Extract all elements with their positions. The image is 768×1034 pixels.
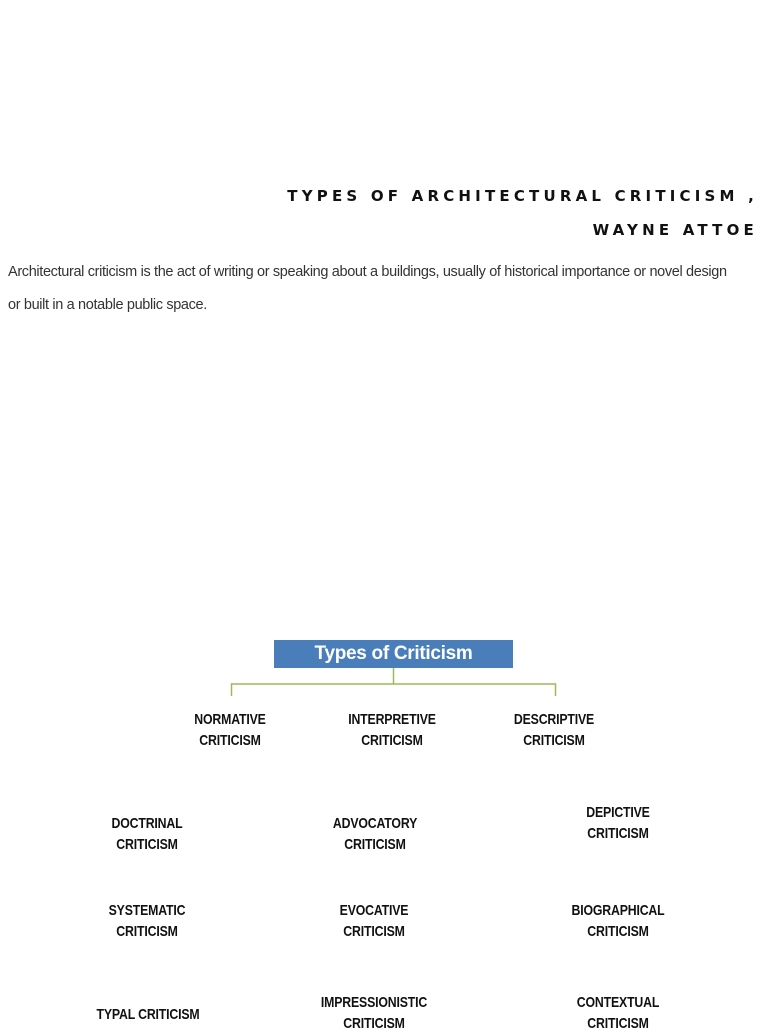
node-line-2: CRITICISM [523, 732, 585, 749]
subtype-biographical-criticism [571, 900, 664, 942]
node-line-1: DOCTRINAL [111, 815, 183, 832]
subtype-impressionistic-criticism [321, 992, 427, 1034]
node-line-1: ADVOCATORY [332, 815, 418, 832]
node-line-1: IMPRESSIONISTIC [320, 994, 428, 1011]
node-line-2: CRITICISM [344, 836, 406, 853]
subtype-systematic-criticism [109, 900, 186, 942]
diagram-header-types-of-criticism: Types of Criticism [274, 640, 513, 668]
intro-paragraph-line-1: Architectural criticism is the act of writing or speaking about a buildings, usually of historical importance or novel design [8, 264, 727, 280]
node-line-1: INTERPRETIVE [348, 711, 436, 728]
subtype-typal-criticism [96, 1004, 199, 1025]
node-line-1: EVOCATIVE [339, 902, 409, 919]
node-line-1: DESCRIPTIVE [513, 711, 595, 728]
document-title-line-1: TYPES OF ARCHITECTURAL CRITICISM , [287, 187, 758, 205]
node-line-2: CRITICISM [587, 825, 649, 842]
subtype-contextual-criticism [577, 992, 659, 1034]
node-line-1: CONTEXTUAL [576, 994, 660, 1011]
node-line-1: DEPICTIVE [586, 804, 650, 821]
document-title-line-2: WAYNE ATTOE [592, 221, 758, 239]
node-line-2: CRITICISM [587, 923, 649, 940]
node-line-2: CRITICISM [361, 732, 423, 749]
intro-paragraph-line-2: or built in a notable public space. [8, 297, 207, 313]
node-line-2: CRITICISM [343, 923, 405, 940]
subtype-doctrinal-criticism [112, 813, 183, 855]
node-line-2: CRITICISM [116, 923, 178, 940]
node-line-2: CRITICISM [116, 836, 178, 853]
category-normative-criticism [194, 709, 265, 751]
intro-paragraph [8, 256, 764, 322]
node-line-2: CRITICISM [343, 1015, 405, 1032]
node-line-1: BIOGRAPHICAL [571, 902, 665, 919]
node-line-1: SYSTEMATIC [108, 902, 186, 919]
subtype-depictive-criticism [586, 802, 649, 844]
node-line-2: CRITICISM [199, 732, 261, 749]
node-line-2: CRITICISM [587, 1015, 649, 1032]
node-line-1: NORMATIVE [194, 711, 266, 728]
category-interpretive-criticism [348, 709, 436, 751]
subtype-evocative-criticism [340, 900, 409, 942]
node-line-1: TYPAL CRITICISM [96, 1006, 200, 1023]
subtype-advocatory-criticism [333, 813, 417, 855]
category-descriptive-criticism [514, 709, 594, 751]
